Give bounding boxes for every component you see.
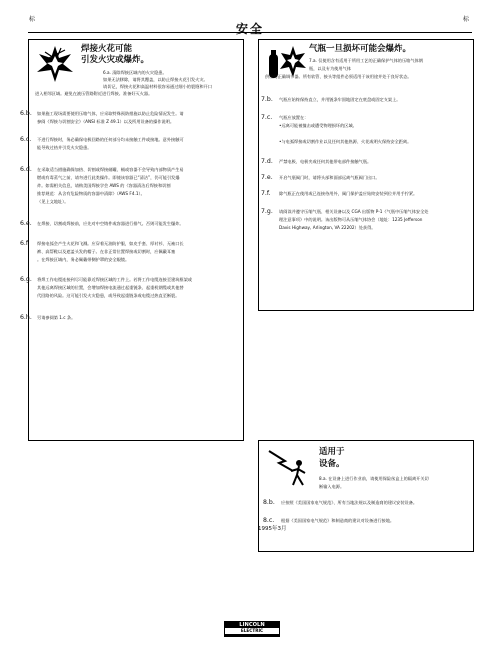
- item-7c-line-1: 气瓶应放置在：: [279, 115, 309, 120]
- item-6d-line-2: 燃或有毒蒸气之前，请勿进行此类操作。即使该容器已“清洁”，仍可能引发爆: [37, 175, 180, 180]
- right-page-mark: 标: [463, 16, 470, 23]
- item-7c-line-2: •远离可能被撞击或遭受物理损坏的区域。: [279, 123, 357, 128]
- power-heading-2: 设备。: [319, 459, 345, 469]
- item-6h-line-1: 另请参阅第 1.c 条。: [37, 315, 76, 320]
- item-7g-line-3: Davis Highway, Arlington, VA 22202）处获得。: [279, 225, 376, 230]
- item-7d-line-1: 严禁电极、电极夹或任何其他带电部件接触气瓶。: [279, 159, 372, 164]
- welding-heading-1: 焊接火花可能: [81, 44, 133, 54]
- welding-sparks-box: [20, 39, 244, 441]
- fire-explosion-icon: [35, 44, 75, 84]
- item-6f-number: 6.f.: [20, 240, 30, 247]
- item-7f-number: 7.f.: [261, 190, 271, 197]
- item-6e-line-1: 在焊接、切割或焊接前，应先对中空铸件或容器进行排气。否则可能发生爆炸。: [37, 221, 184, 226]
- item-6a-line-3: 请切记，焊接火花和高温材料很容易通过细小的裂缝和开口: [103, 84, 212, 89]
- item-6a-line-4: 进入相邻区域。避免在液压管路附近进行焊接。准备好灭火器。: [35, 91, 153, 96]
- item-8b-line-1: 应按照《美国国家电气规范》、所有当地法规以及制造商的建议安装设备。: [281, 500, 418, 505]
- item-6a-line-1: 6.a. 清除焊接区域内的火灾隐患。: [103, 70, 167, 75]
- item-6b-line-1: 如果施工现场需要使用压缩气体，应采取特殊预防措施以防止危险情况发生。请: [37, 111, 184, 116]
- item-7c-line-4: •与电弧焊接或切割作业以及任何其他热源、火花或明火保持安全距离。: [279, 139, 412, 144]
- item-6a-line-2: 如果无法移除，请将其覆盖，以防止焊接火花引发火灾。: [103, 77, 208, 82]
- item-8a-line-1: 8.a. 在设备上进行作业前，请使用保险丝盒上的隔离开关切: [319, 476, 429, 481]
- item-7b-line-1: 气瓶应始终保持直立，并用链条牢固地固定在底盘或固定支架上。: [279, 97, 401, 102]
- title-rule: [28, 32, 472, 33]
- item-6e-number: 6.e.: [20, 220, 32, 227]
- item-6c-line-2: 能导致过热并引发火灾隐患。: [37, 145, 92, 150]
- item-7d-number: 7.d.: [261, 158, 273, 165]
- welding-heading-2: 引发火灾或爆炸。: [81, 55, 150, 65]
- item-7a-line-3: 供应的正确调节器。所有软管、接头等组件必须适用于该用途并处于良好状态。: [265, 74, 412, 79]
- item-6d-line-1: 在采取适当措施确保加热、切割或焊接储罐、桶或容器不会导致内部物质产生易: [37, 167, 184, 172]
- item-7e-line-1: 开启气瓶阀门时，请将头部和面部远离气瓶阀门出口。: [279, 175, 380, 180]
- item-6f-line-2: 裤、高帮鞋以及遮盖头发的帽子。在非正常位置焊接或切割时，应佩戴耳塞: [37, 249, 176, 254]
- cylinder-heading: 气瓶一旦损坏可能会爆炸。: [309, 44, 412, 54]
- item-7b-number: 7.b.: [261, 96, 273, 103]
- item-7g-line-1: 请阅读并遵守压缩气瓶、相关设备以及 CGA 出版物 P-1《气瓶中压缩气体安全处: [279, 209, 429, 214]
- item-6g-line-1: 将焊工作电缆连接到尽可能靠近焊接区域的工件上。若将工作电缆连接至建筑框架或: [37, 277, 192, 282]
- item-6b-line-2: 参阅《焊接与切割安全》（ANSI 标准 Z 49.1）以及所用设备的操作说明。: [37, 119, 175, 124]
- item-6b-number: 6.b.: [20, 110, 32, 117]
- electric-shock-icon: [267, 447, 311, 487]
- power-heading-1: 适用于: [319, 447, 345, 457]
- item-7a-line-2: 瓶，以及专为使用气体: [309, 66, 351, 71]
- item-7g-number: 7.g.: [261, 208, 273, 215]
- item-8b-number: 8.b.: [263, 499, 275, 506]
- item-6d-line-4: 推荐规范：从含有危险物质的容器中清除》（AWS F4.1）。: [37, 191, 145, 196]
- revision-date: 1995年3月: [258, 526, 287, 532]
- item-6g-line-3: 代回路的风险。这可能引发火灾隐患，或导致起重链条或电缆过热直至断裂。: [37, 293, 180, 298]
- item-6d-number: 6.d.: [20, 166, 32, 173]
- logo-line-2: ELECTRIC: [225, 628, 279, 634]
- item-7e-number: 7.e.: [261, 174, 273, 181]
- item-8c-number: 8.c.: [263, 517, 275, 524]
- item-6f-line-3: 。在焊接区域内，务必佩戴带侧护罩的安全眼镜。: [37, 257, 130, 262]
- item-7f-line-1: 除气瓶正在使用或已连接待用外，阀门保护盖应始终安装到位并用手拧紧。: [279, 191, 418, 196]
- item-7a-line-1: 7.a. 仅使用含有适用于所用工艺的正确保护气体的压缩气体钢: [309, 58, 423, 63]
- item-6c-number: 6.c.: [20, 136, 32, 143]
- logo-line-1: LINCOLN: [239, 622, 265, 628]
- item-7g-line-2: 理注意事项》中的说明。该出版物可从压缩气体协会（地址：1235 Jefferson: [279, 217, 423, 222]
- left-page-mark: 标: [29, 16, 36, 23]
- item-8c-line-1: 根据《美国国家电气规范》和制造商的建议对设备进行接地。: [281, 518, 395, 523]
- page-title: 安全: [235, 22, 264, 36]
- item-6c-line-1: 不进行焊接时，务必确保电极回路的任何部分均未接触工件或接地。意外接触可: [37, 137, 184, 142]
- item-6h-number: 6.h.: [20, 314, 32, 321]
- item-6d-line-3: 炸。如需相关信息，请购美国焊接学会 AWS 的《容器清洁后焊接和切割: [37, 183, 171, 188]
- lincoln-electric-logo: [224, 621, 280, 637]
- item-6d-line-5: （见上文地址）。: [37, 199, 69, 204]
- item-6f-line-1: 焊接电弧会产生火花和飞溅。应穿着无油防护服，如皮手套、厚衬衫、无袖口长: [37, 241, 184, 246]
- cylinder-box: [258, 39, 474, 311]
- item-7c-number: 7.c.: [261, 114, 273, 121]
- item-8a-line-2: 断输入电源。: [319, 484, 345, 489]
- item-6g-line-2: 其他远离焊接区域的位置，会增加焊接电流通过起重链条、起重机钢缆或其他替: [37, 285, 184, 290]
- power-equipment-box: [258, 440, 474, 552]
- item-6g-number: 6.g.: [20, 276, 32, 283]
